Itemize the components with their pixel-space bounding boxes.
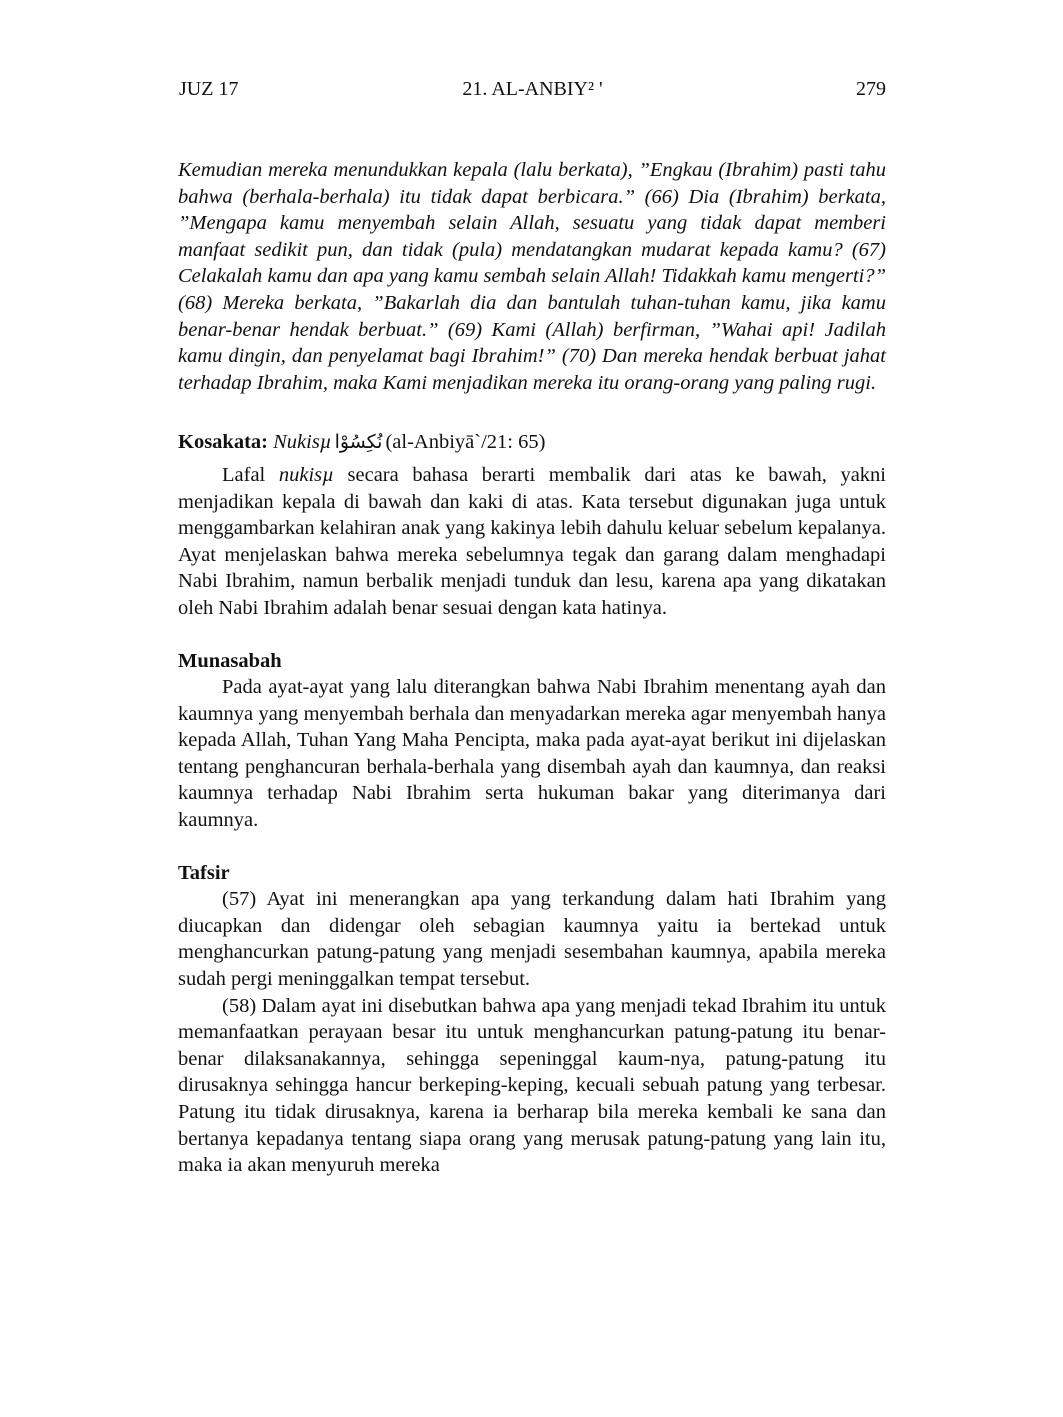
juz-label: JUZ 17 (179, 78, 239, 100)
kosakata-heading (178, 429, 886, 456)
section-gap (178, 622, 886, 648)
page-content (178, 157, 886, 1179)
kosakata-label: Kosakata: (178, 431, 268, 454)
page-header (179, 74, 886, 104)
tafsir-paragraph-58: (58) Dalam ayat ini disebutkan bahwa apa yang menjadi tekad Ibrahim itu untuk memanfaatkan perayaan besar itu untuk menghancurkan patung-patung itu benar-benar dilaksanakannya, sehingga sepeninggal kaum-nya, patung-patung itu dirusaknya sehingga hancur berkeping-keping, kecuali sebuah patung yang terbesar. Patung itu tidak dirusaknya, karena ia berharap bila mereka kembali ke sana dan bertanya kepadanya tentang siapa orang yang merusak patung-patung yang lain itu, maka ia akan menyuruh mereka (178, 994, 886, 1177)
munasabah-paragraph: Pada ayat-ayat yang lalu diterangkan bahwa Nabi Ibrahim menentang ayah dan kaumnya yang menyembah berhala dan menyadarkan mereka agar menyembah hanya kepada Allah, Tuhan Yang Maha Pencipta, maka pada ayat-ayat berikut ini dijelaskan tentang penghancuran berhala-berhala yang disembah ayah dan kaumnya, dan reaksi kaumnya terhadap Nabi Ibrahim serta hukuman bakar yang diterimanya dari kaumnya. (178, 676, 886, 832)
tafsir-paragraph-57: (57) Ayat ini menerangkan apa yang terkandung dalam hati Ibrahim yang diucapkan dan didengar oleh sebagian kaumnya yaitu ia bertekad untuk menghancurkan patung-patung yang menjadi sesembahan kaumnya, apabila mereka sudah pergi meninggalkan tempat tersebut. (178, 888, 886, 991)
tafsir-title: Tafsir (178, 861, 230, 884)
kosakata-para-rest: secara bahasa berarti membalik dari atas ke bawah, yakni menjadikan kepala di bawah dan kaki di atas. Kata tersebut digunakan juga untuk menggambarkan kelahiran anak yang kakinya lebih dahulu keluar sebelum kepalanya. Ayat menjelaskan bahwa mereka sebelumnya tegak dan garang dalam menghadapi Nabi Ibrahim, namun berbalik menjadi tunduk dan lesu, karena apa yang dikatakan oleh Nabi Ibrahim adalah benar sesuai dengan kata hatinya. (178, 463, 886, 619)
page-number: 279 (856, 78, 886, 100)
kosakata-term: Nukisµ (273, 431, 332, 454)
kosakata-reference: (al-Anbiyā`/21: 65) (385, 431, 546, 454)
kosakata-arabic: نُكِسُوْا (334, 431, 383, 454)
kosakata-para-term: nukisµ (278, 463, 334, 486)
translation-quote: Kemudian mereka menundukkan kepala (lalu berkata), ”Engkau (Ibrahim) pasti tahu bahwa (berhala-berhala) itu tidak dapat berbicara.” (66) Dia (Ibrahim) berkata, ”Mengapa kamu menyembah selain Allah, sesuatu yang tidak dapat memberi manfaat sedikit pun, dan tidak (pula) mendatangkan mudarat kepada kamu? (67) Celakalah kamu dan apa yang kamu sembah selain Allah! Tidakkah kamu mengerti?” (68) Mereka berkata, ”Bakarlah dia dan bantulah tuhan-tuhan kamu, jika kamu benar-benar hendak berbuat.” (69) Kami (Allah) berfirman, ”Wahai api! Jadilah kamu dingin, dan penyelamat bagi Ibrahim!” (70) Dan mereka hendak berbuat jahat terhadap Ibrahim, maka Kami menjadikan mereka itu orang-orang yang paling rugi. (178, 159, 886, 394)
section-gap (178, 834, 886, 860)
kosakata-paragraph (178, 462, 886, 622)
surah-title: 21. AL-ANBIY² ' (462, 78, 603, 100)
munasabah-title: Munasabah (178, 649, 282, 672)
kosakata-para-prefix: Lafal (222, 463, 266, 486)
